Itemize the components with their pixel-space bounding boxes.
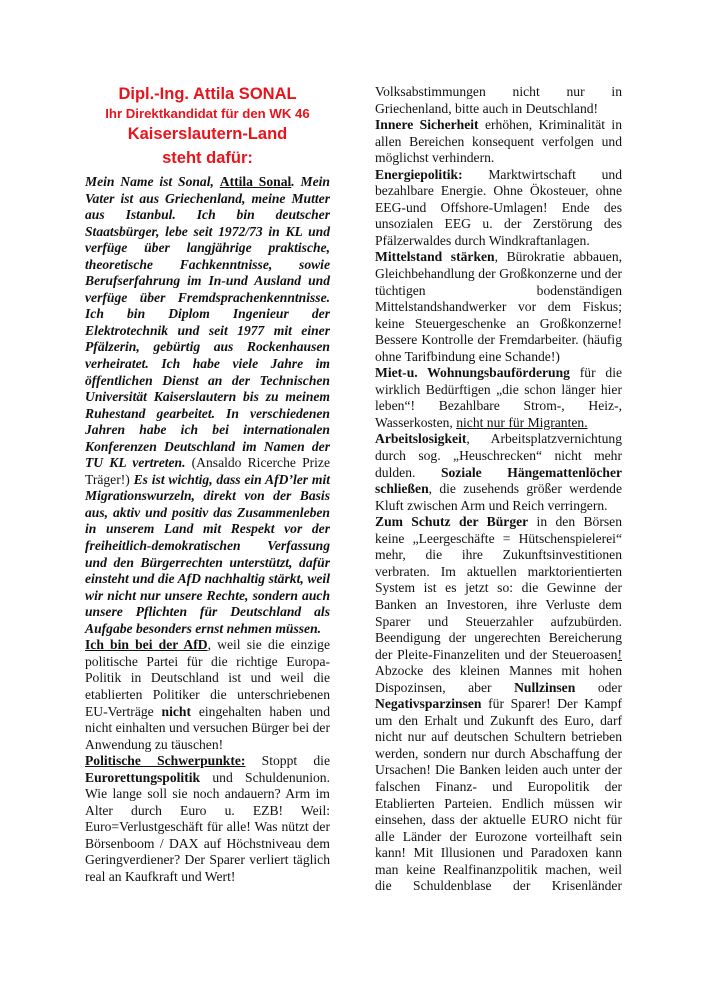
arbeit-bold: Soziale Hängemattenlöcher schließen	[375, 464, 623, 497]
bio-afd-statement: Es ist wichtig, dass ein AfD’ler mit Migrationswurzeln, direkt von der Basis aus, aktiv und positiv das Zusammenleben in unserem Land mit Respekt vor der freiheitlich-demokratischen Verfassung und den Bürgerrechten unterstützt, dafür einsteht und die AfD nachhaltig stärkt, weil wir nicht nur unsere Rechte, sondern auch unsere Pflichten für Deutschland als Aufgabe besonders ernst nehmen müssen.	[85, 471, 331, 636]
right-column	[375, 84, 622, 895]
schwerpunkte-paragraph	[85, 753, 330, 885]
schwerpunkte-lead: Politische Schwerpunkte:	[85, 753, 246, 769]
energie-lead: Energiepolitik:	[375, 166, 463, 182]
schutz-bold-1: Nullzinsen	[514, 679, 576, 695]
schutz-text-2: Abzocke des kleinen Mannes mit hohen Dispozinsen, aber	[375, 663, 622, 695]
schwerpunkte-bold: Eurorettungspolitik	[85, 769, 201, 785]
schwerpunkte-text-1: Stoppt die	[245, 753, 330, 769]
wohnung-underlined: nicht nur für Migranten.	[456, 414, 588, 430]
schwerpunkte-text-2: und Schuldenunion. Wie lange soll sie noch andauern? Arm im Alter durch Euro u. EZB! Weil: Euro=Verlustgeschäft für alle! Was nützt der Börsenboom / DAX auf Höchstniveau dem Geringverdiener? Der Sparer verliert täglich real an Kaufkraft und Wert!	[85, 769, 330, 884]
afd-bold: nicht	[161, 703, 191, 719]
schutz-bold-2: Negativsparzinsen	[375, 696, 482, 712]
bio-text: . Mein Vater ist aus Griechenland, meine Mutter aus Istanbul. Ich bin deutscher Staatsbürger, lebe seit 1972/73 in KL und verfüge über langjährige praktische, theoretische Fachkenntnisse, sowie Berufserfahrung im In-und Ausland und verfüge über Fremdsprachenkenntnisse. Ich bin Diplom Ingenieur der Elektrotechnik und seit 1977 mit einer Pfälzerin, gebürtig aus Rockenhausen verheiratet. Ich habe viele Jahre im öffentlichen Dienst an der Technischen Universität Kaiserslautern bis zu meinem Ruhestand gearbeitet. In verschiedenen Jahren habe ich bei internationalen Konferenzen Deutschland im Namen der TU KL vertreten.	[85, 174, 330, 471]
left-column	[85, 84, 330, 886]
sicherheit-paragraph	[375, 117, 622, 167]
bio-paragraph	[85, 174, 330, 637]
afd-text-1: , weil sie die einzige politische Partei für die richtige Europa-Politik in Deutschland ist und weil die etablierten Politiker die unterschriebenen EU-Verträge	[85, 637, 330, 719]
bio-prize: (Ansaldo Ricerche Prize Träger!)	[85, 455, 330, 487]
schutz-paragraph	[375, 514, 622, 895]
candidate-subtitle-heading: Ihr Direktkandidat für den WK 46	[105, 106, 310, 121]
stands-for-heading: steht dafür:	[162, 149, 253, 167]
volksabstimmung-paragraph: Volksabstimmungen nicht nur in Griechenland, bitte auch in Deutschland!	[375, 84, 622, 116]
wohnung-paragraph	[375, 365, 622, 431]
mittelstand-lead: Mittelstand stärken	[375, 249, 495, 265]
schutz-lead: Zum Schutz der Bürger	[375, 514, 529, 530]
bio-name: Attila Sonal	[219, 174, 292, 189]
schutz-text-1: in den Börsen keine „Leergeschäfte = Hütschenspielerei“ mehr, die ihre Zukunftsinvestitionen verbraten. Im aktuellen marktorientierten System ist es jetzt so: die Gewinne der Banken an Investoren, ihre Verluste dem Sparer und Steuerzahler aufzubürden. Beendigung der ungerechten Bereicherung der Pleite-Finanzeliten und der Steueroasen	[375, 514, 622, 662]
wohnung-text: für die wirklich Bedürftigen „die schon länger hier leben“! Bezahlbare Strom-, Heiz-, Wasserkosten,	[375, 365, 622, 430]
arbeit-paragraph	[375, 431, 622, 514]
schutz-text-3: oder	[575, 679, 622, 695]
afd-lead: Ich bin bei der AfD	[85, 637, 208, 653]
sicherheit-lead: Innere Sicherheit	[375, 117, 479, 133]
arbeit-lead: Arbeitslosigkeit	[375, 431, 467, 447]
afd-text-2: eingehalten haben und nicht einhalten und versuchen Bürger bei der Anwendung zu täuschen!	[85, 703, 330, 752]
mittelstand-paragraph	[375, 249, 622, 365]
sicherheit-text: erhöhen, Kriminalität in allen Bereichen konsequent verfolgen und möglichst verhindern.	[375, 117, 622, 166]
mittelstand-text: , Bürokratie abbauen, Gleichbehandlung der Großkonzerne und der tüchtigen bodenständigen Mittelstandshandwerker vor dem Fiskus; keine Steuergeschenke an Großkonzerne! Bessere Kontrolle der Fremdarbeiter. (häufig ohne Tarifbindung eine Schande!)	[375, 249, 623, 364]
district-heading: Kaiserslautern-Land	[127, 125, 288, 143]
energie-text: Marktwirtschaft und bezahlbare Energie. Ohne Ökosteuer, ohne EEG-und Offshore-Umlagen! Ende des unsozialen EEG u. der Zerstörung des Pfälzerwaldes durch Windkraftanlagen.	[375, 166, 622, 248]
arbeit-text-2: , die zusehends größer werdende Kluft zwischen Arm und Reich verringern.	[375, 481, 622, 513]
candidate-name-heading: Dipl.-Ing. Attila SONAL	[118, 85, 297, 103]
energie-paragraph	[375, 167, 622, 250]
wohnung-lead: Miet-u. Wohnungsbauförderung	[375, 365, 570, 381]
schutz-exclamation: !	[617, 646, 622, 662]
schutz-text-4: für Sparer! Der Kampf um den Erhalt und Zukunft des Euro, darf nicht nur auf deutschen Schultern betrieben werden, sondern nur durch Abschaffung der Ursachen! Die Banken leiden auch unter der falschen Finanz- und Europolitik der Etablierten Parteien. Endlich müssen wir einsehen, dass der aktuelle EURO nicht für alle Länder der Eurozone vorteilhaft sein kann! Mit Illusionen und Paradoxen kann man keine Realfinanzpolitik machen, weil die Schuldenblase der Krisenländer	[375, 696, 622, 894]
arbeit-text-1: , Arbeitsplatzvernichtung durch sog. „Heuschrecken“ nicht mehr dulden.	[375, 431, 622, 480]
bio-intro: Mein Name ist Sonal,	[85, 174, 220, 189]
afd-paragraph	[85, 637, 330, 753]
